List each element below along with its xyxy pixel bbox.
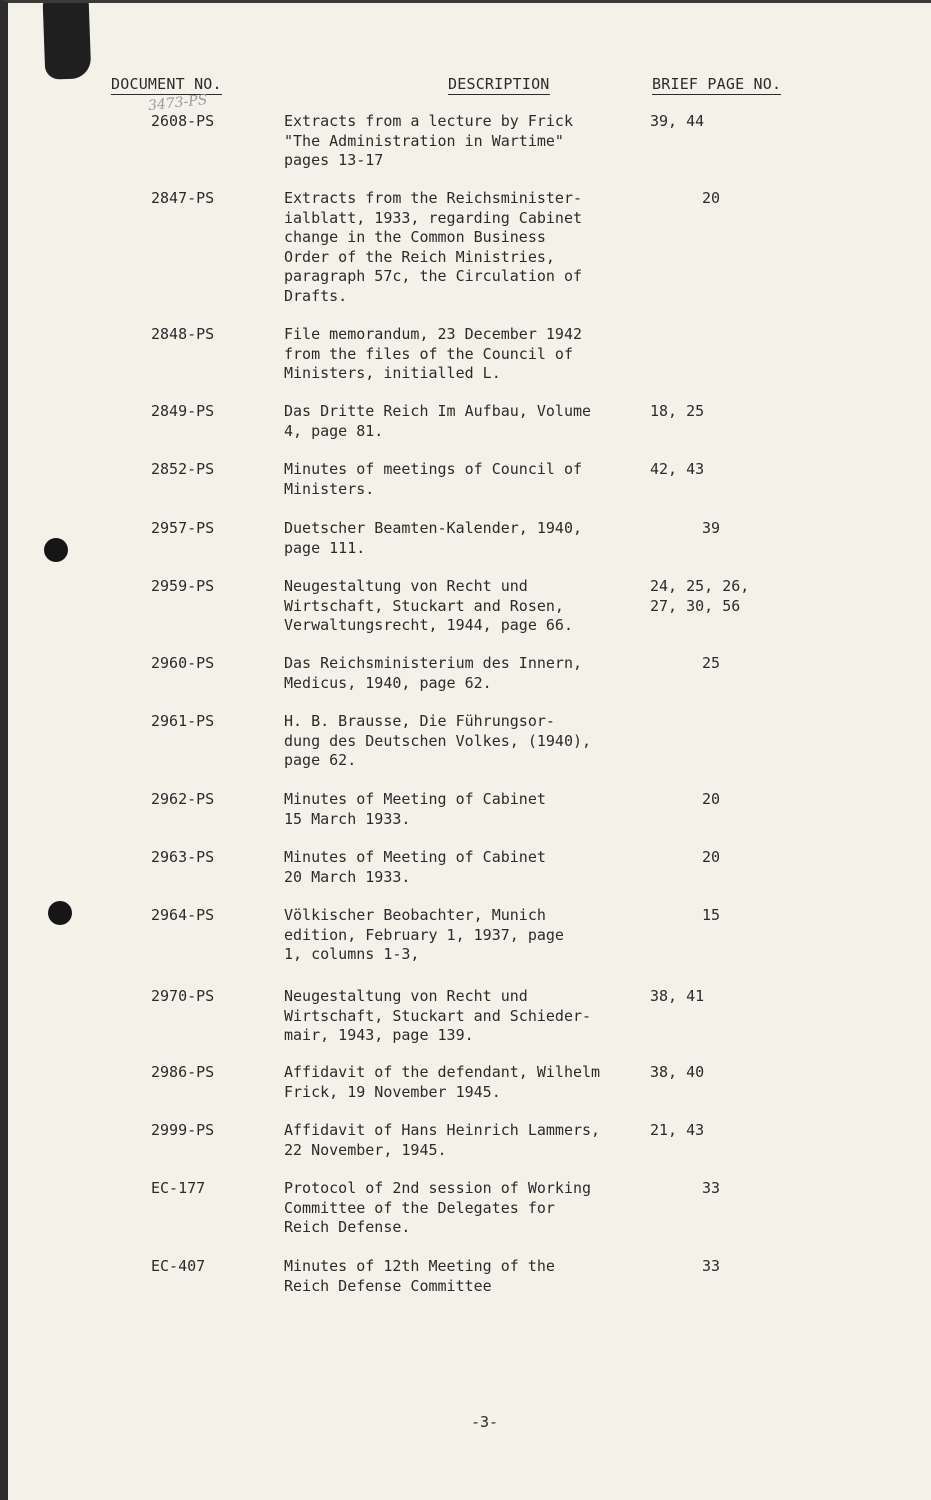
- document-number: 2963-PS: [151, 848, 215, 866]
- document-number: 2961-PS: [151, 712, 215, 730]
- header-description: DESCRIPTION: [448, 75, 550, 93]
- document-number: 2852-PS: [151, 460, 215, 478]
- document-number: 2962-PS: [151, 790, 215, 808]
- brief-pages: 20: [701, 790, 721, 808]
- description: Neugestaltung von Recht und Wirtschaft, Stuckart and Schieder- mair, 1943, page 139.: [284, 987, 592, 1044]
- header-brief-page-no: BRIEF PAGE NO.: [652, 75, 782, 93]
- document-number: 2849-PS: [151, 402, 215, 420]
- header-document-no: DOCUMENT NO.: [111, 75, 222, 93]
- description: Minutes of Meeting of Cabinet 15 March 1933.: [284, 790, 546, 828]
- brief-pages: 21, 43: [650, 1121, 705, 1139]
- brief-pages: 33: [701, 1257, 721, 1275]
- brief-pages: 20: [701, 189, 721, 207]
- brief-pages: 20: [701, 848, 721, 866]
- description: Das Reichsministerium des Innern, Medicus, 1940, page 62.: [284, 654, 583, 692]
- brief-pages: 42, 43: [650, 460, 705, 478]
- document-number: 2847-PS: [151, 189, 215, 207]
- punch-hole-lower: [48, 901, 72, 925]
- document-number: 2999-PS: [151, 1121, 215, 1139]
- brief-pages: 24, 25, 26, 27, 30, 56: [650, 577, 750, 615]
- document-number: 2964-PS: [151, 906, 215, 924]
- brief-pages: 38, 41: [650, 987, 705, 1005]
- brief-pages: 39, 44: [650, 112, 705, 130]
- description: Protocol of 2nd session of Working Committee of the Delegates for Reich Defense.: [284, 1179, 592, 1236]
- description: File memorandum, 23 December 1942 from the files of the Council of Ministers, initialled L.: [284, 325, 583, 382]
- description: Affidavit of the defendant, Wilhelm Frick, 19 November 1945.: [284, 1063, 601, 1101]
- page-number: -3-: [471, 1413, 499, 1431]
- description: Das Dritte Reich Im Aufbau, Volume 4, page 81.: [284, 402, 592, 440]
- document-number: 2608-PS: [151, 112, 215, 130]
- description: Extracts from a lecture by Frick "The Administration in Wartime" pages 13-17: [284, 112, 573, 169]
- brief-pages: 15: [701, 906, 721, 924]
- description: Affidavit of Hans Heinrich Lammers, 22 November, 1945.: [284, 1121, 601, 1159]
- document-number: 2957-PS: [151, 519, 215, 537]
- brief-pages: 38, 40: [650, 1063, 705, 1081]
- punch-hole-upper: [44, 538, 68, 562]
- description: Minutes of 12th Meeting of the Reich Defense Committee: [284, 1257, 555, 1295]
- document-number: 2960-PS: [151, 654, 215, 672]
- document-number: 2970-PS: [151, 987, 215, 1005]
- pencil-annotation: 3473-PS: [147, 91, 209, 115]
- document-number: EC-407: [151, 1257, 206, 1275]
- description: Neugestaltung von Recht und Wirtschaft, Stuckart and Rosen, Verwaltungsrecht, 1944, page 66.: [284, 577, 573, 634]
- description: Völkischer Beobachter, Munich edition, February 1, 1937, page 1, columns 1-3,: [284, 906, 564, 963]
- description: Minutes of meetings of Council of Ministers.: [284, 460, 583, 498]
- brief-pages: 33: [701, 1179, 721, 1197]
- description: Minutes of Meeting of Cabinet 20 March 1933.: [284, 848, 546, 886]
- brief-pages: 18, 25: [650, 402, 705, 420]
- document-number: 2959-PS: [151, 577, 215, 595]
- description: H. B. Brausse, Die Führungsor- dung des Deutschen Volkes, (1940), page 62.: [284, 712, 592, 769]
- binding-tab-mark: [43, 0, 92, 80]
- description: Duetscher Beamten-Kalender, 1940, page 111.: [284, 519, 583, 557]
- description: Extracts from the Reichsminister- ialblatt, 1933, regarding Cabinet change in the Common Business Order of the Reich Ministries, paragraph 57c, the Circulation of Drafts.: [284, 189, 583, 305]
- document-number: 2848-PS: [151, 325, 215, 343]
- document-number: EC-177: [151, 1179, 206, 1197]
- brief-pages: 25: [701, 654, 721, 672]
- document-number: 2986-PS: [151, 1063, 215, 1081]
- brief-pages: 39: [701, 519, 721, 537]
